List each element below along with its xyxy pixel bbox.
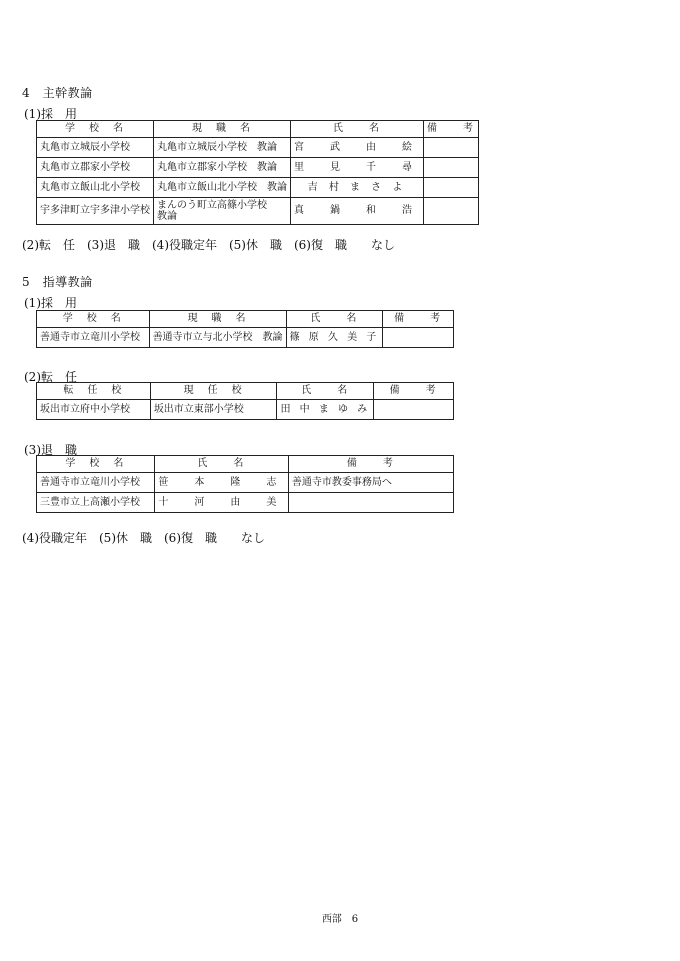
cell-position: 丸亀市立城辰小学校 教論	[154, 138, 291, 158]
header-school: 学 校 名	[37, 121, 154, 138]
table-row	[37, 158, 479, 178]
cell-note	[374, 400, 454, 420]
cell-position: 善通寺市立与北小学校 教論	[149, 328, 286, 348]
cell-school: 宇多津町立宇多津小学校	[37, 198, 154, 225]
cell-name: 吉 村 ま さ よ	[291, 178, 424, 198]
section-4-hire-table	[36, 120, 479, 225]
header-name: 氏 名	[277, 383, 374, 400]
cell-transfer-school: 坂出市立府中小学校	[37, 400, 151, 420]
header-current-school: 現 任 校	[150, 383, 277, 400]
header-transfer-school: 転 任 校	[37, 383, 151, 400]
cell-position: まんのう町立高篠小学校 教論	[154, 198, 291, 225]
section-5-retire-subheading: (3)退 職	[24, 443, 77, 457]
page-footer: 西部 6	[321, 914, 359, 925]
cell-name: 里 見 千 尋	[291, 158, 424, 178]
table-row	[37, 328, 454, 348]
cell-name: 十 河 由 美	[154, 493, 288, 513]
header-note: 備 考	[383, 311, 454, 328]
table-header-row	[37, 311, 454, 328]
header-note: 備 考	[288, 456, 453, 473]
cell-school: 丸亀市立城辰小学校	[37, 138, 154, 158]
table-header-row	[37, 456, 454, 473]
header-name: 氏 名	[286, 311, 383, 328]
cell-name: 田 中 ま ゆ み	[277, 400, 374, 420]
table-row	[37, 138, 479, 158]
cell-note	[424, 138, 479, 158]
table-row	[37, 400, 454, 420]
cell-current-school: 坂出市立東部小学校	[150, 400, 277, 420]
cell-name: 篠 原 久 美 子	[286, 328, 383, 348]
section-5-hire-table	[36, 310, 454, 348]
section-5-retire-table	[36, 455, 454, 513]
cell-school: 丸亀市立郡家小学校	[37, 158, 154, 178]
cell-school: 善通寺市立竜川小学校	[37, 473, 155, 493]
cell-position: 丸亀市立飯山北小学校 教論	[154, 178, 291, 198]
table-header-row	[37, 383, 454, 400]
section-5-transfer-table	[36, 382, 454, 420]
section-4-none-line: (2)転 任 (3)退 職 (4)役職定年 (5)休 職 (6)復 職 なし	[22, 238, 395, 252]
cell-school: 善通寺市立竜川小学校	[37, 328, 150, 348]
section-5-hire-subheading: (1)採 用	[24, 296, 77, 310]
header-note: 備 考	[424, 121, 479, 138]
section-5-heading: 5 指導教論	[22, 275, 93, 289]
cell-position: 丸亀市立郡家小学校 教論	[154, 158, 291, 178]
cell-note	[383, 328, 454, 348]
table-row	[37, 473, 454, 493]
table-row	[37, 493, 454, 513]
cell-name: 真 鍋 和 浩	[291, 198, 424, 225]
header-note: 備 考	[374, 383, 454, 400]
header-name: 氏 名	[291, 121, 424, 138]
cell-note	[424, 178, 479, 198]
header-school: 学 校 名	[37, 311, 150, 328]
cell-school: 三豊市立上高瀬小学校	[37, 493, 155, 513]
cell-name: 宮 武 由 絵	[291, 138, 424, 158]
section-5-none-line: (4)役職定年 (5)休 職 (6)復 職 なし	[22, 531, 265, 545]
table-row	[37, 178, 479, 198]
table-row	[37, 198, 479, 225]
cell-note	[424, 158, 479, 178]
table-header-row	[37, 121, 479, 138]
section-4-heading: 4 主幹教論	[22, 86, 93, 100]
section-4-hire-subheading: (1)採 用	[24, 107, 77, 121]
header-position: 現 職 名	[154, 121, 291, 138]
section-5-transfer-subheading: (2)転 任	[24, 370, 77, 384]
cell-note: 善通寺市教委事務局へ	[288, 473, 453, 493]
header-school: 学 校 名	[37, 456, 155, 473]
header-position: 現 職 名	[149, 311, 286, 328]
cell-name: 笹 本 隆 志	[154, 473, 288, 493]
cell-school: 丸亀市立飯山北小学校	[37, 178, 154, 198]
header-name: 氏 名	[154, 456, 288, 473]
cell-note	[288, 493, 453, 513]
cell-note	[424, 198, 479, 225]
